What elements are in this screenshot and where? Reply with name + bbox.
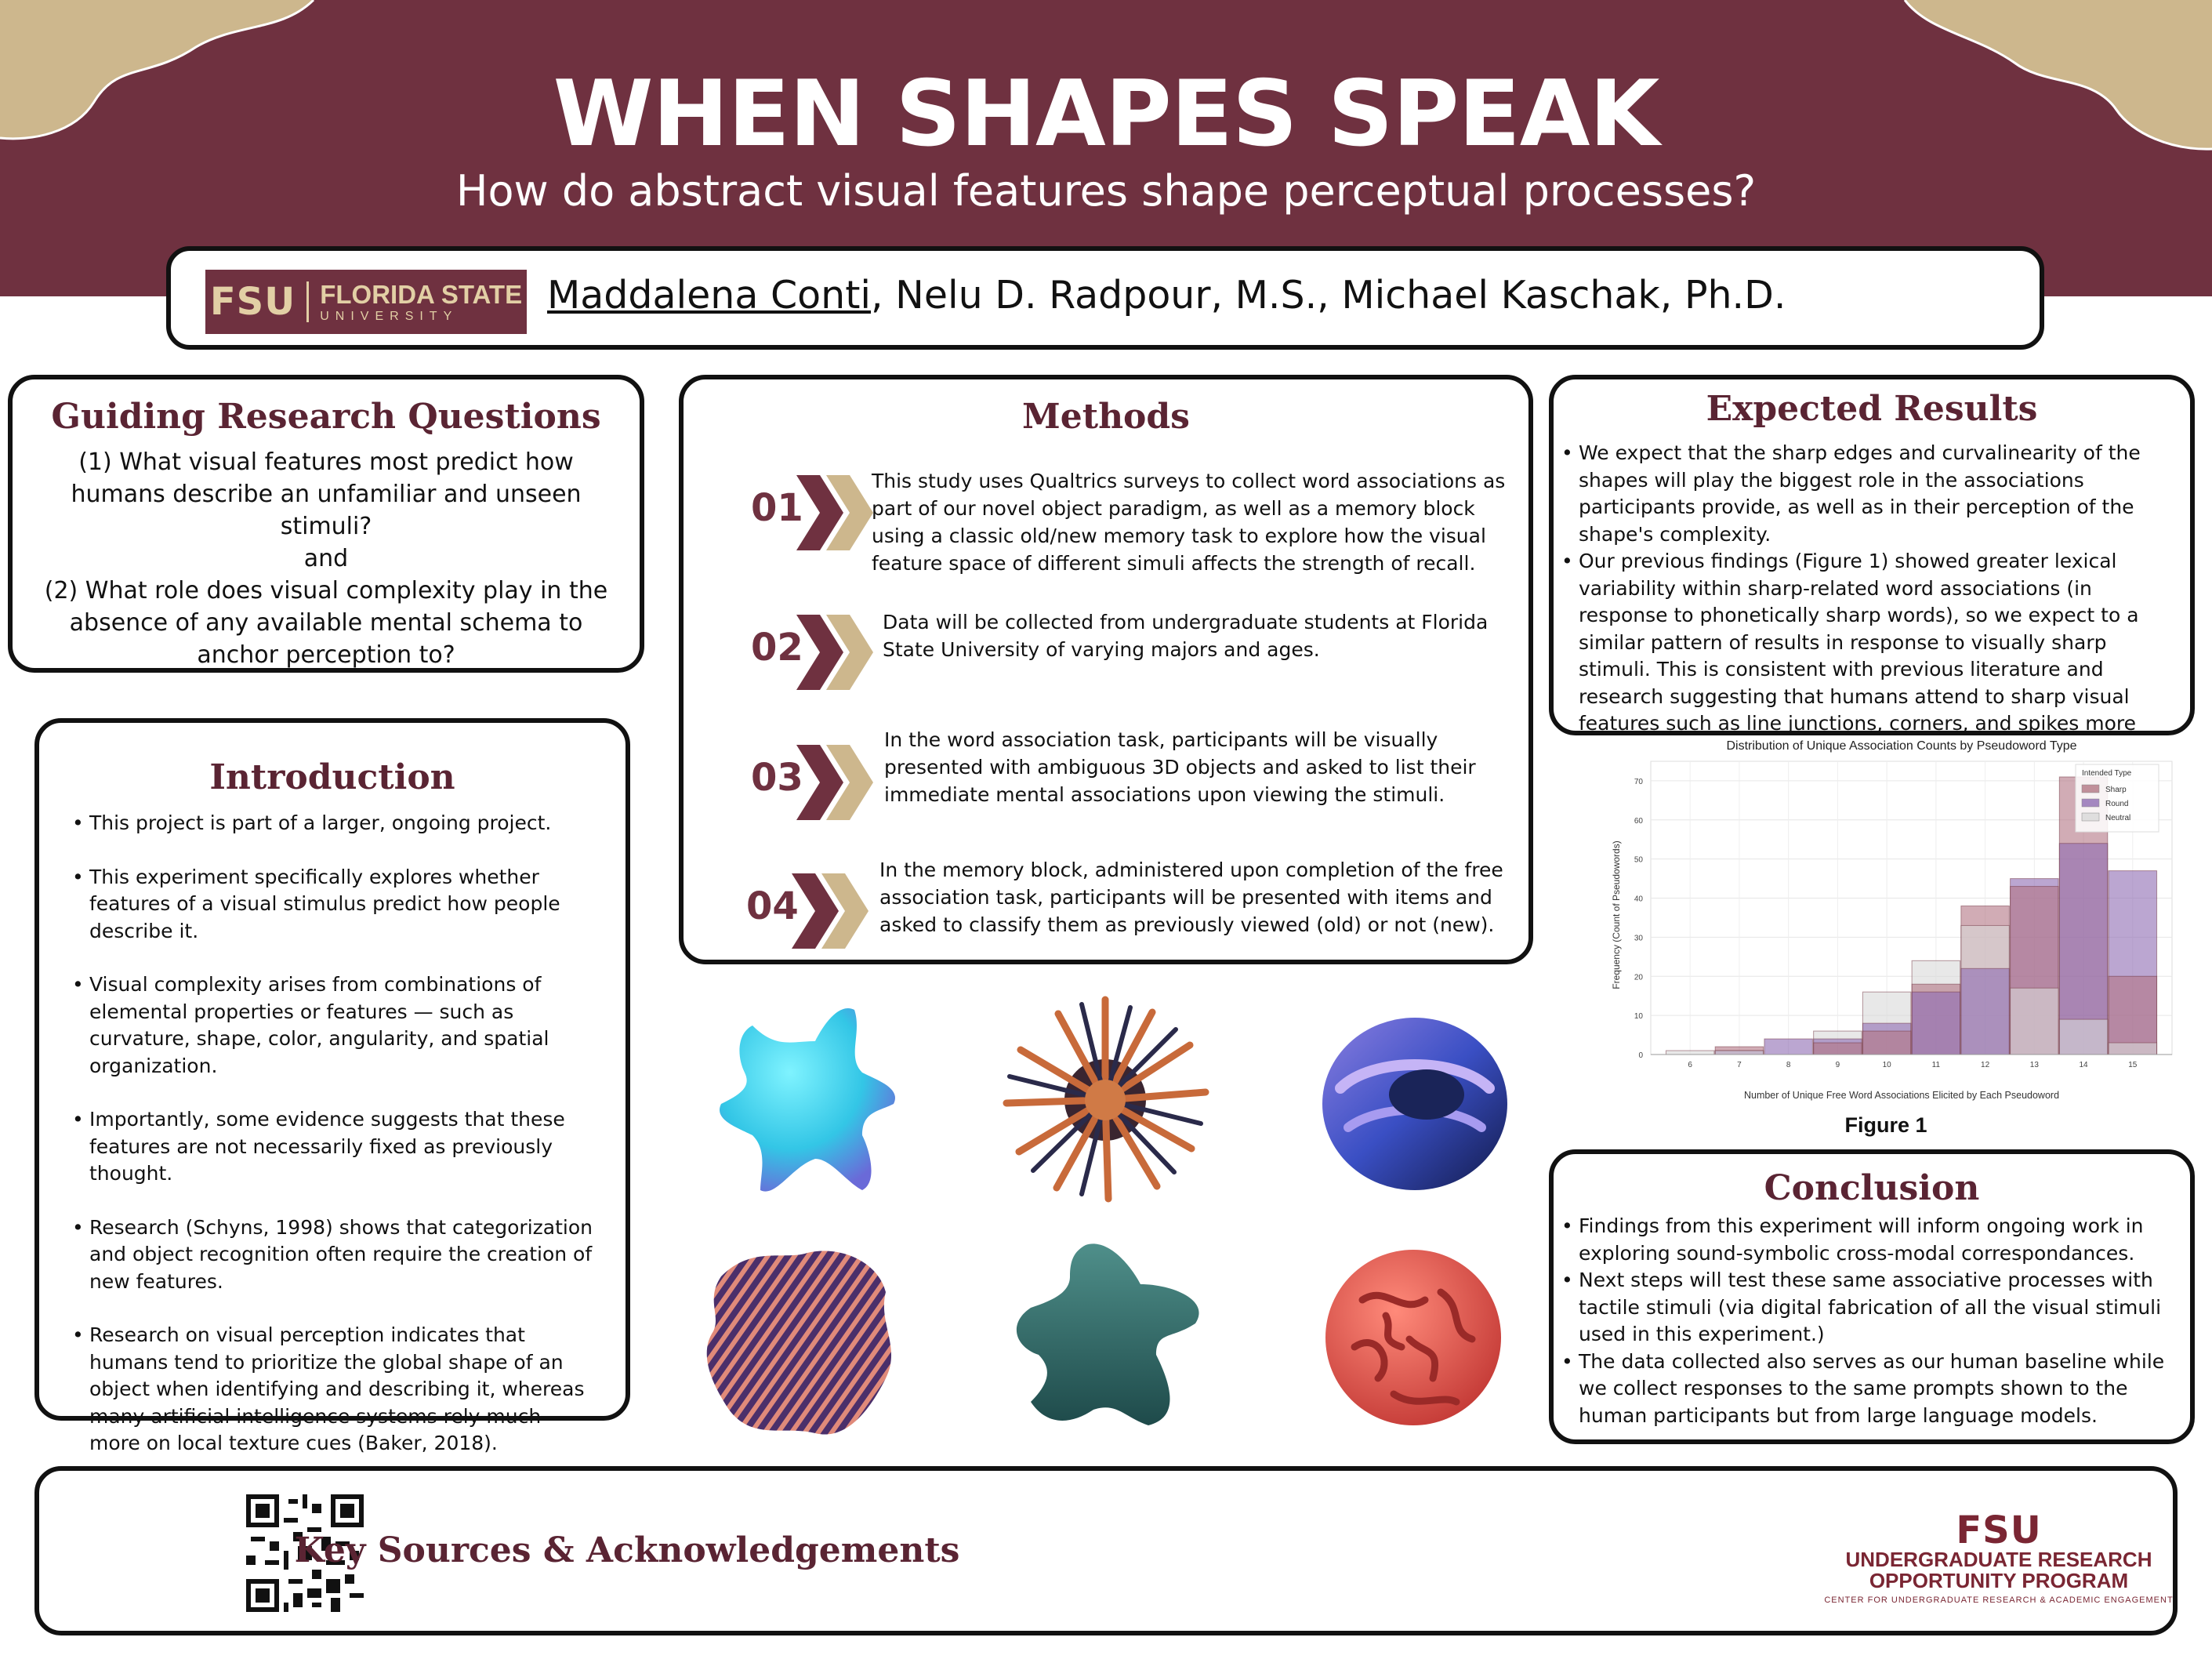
author-list xyxy=(547,273,1786,318)
expected-results-title: Expected Results xyxy=(1706,389,2038,429)
step-text: This study uses Qualtrics surveys to collect word associations as part of our novel object paradigm, as well as a memory block using a classic old/new memory task to explore how the visual feature space of different simuli affects the strength of recall. xyxy=(872,470,1506,575)
chart-y-tick: 0 xyxy=(1638,1051,1643,1060)
poster-subtitle: How do abstract visual features shape perceptual processes? xyxy=(455,166,1757,216)
chart-x-tick: 7 xyxy=(1737,1061,1742,1069)
fsu-logo-line1: FLORIDA STATE xyxy=(320,279,523,309)
chart-bar-neutral xyxy=(1715,1051,1763,1055)
chart-bar-round xyxy=(1961,968,2009,1055)
author-bar xyxy=(166,246,2044,350)
introduction-list xyxy=(39,797,626,1458)
methods-title: Methods xyxy=(1022,397,1190,437)
chart-x-tick: 10 xyxy=(1882,1061,1891,1069)
methods-card xyxy=(679,375,1533,964)
chart-legend-label: Sharp xyxy=(2105,786,2127,794)
fsu-logo-divider xyxy=(306,281,309,322)
poster-title: WHEN SHAPES SPEAK xyxy=(553,61,1659,167)
chart-legend-title: Intended Type xyxy=(2082,769,2132,778)
step-number: 02 xyxy=(751,626,803,670)
conclusion-card xyxy=(1549,1149,2195,1444)
introduction-bullet: • Importantly, some evidence suggests that these features are not necessarily fixed as previously thought. xyxy=(72,1106,594,1188)
blue-swirl-stimulus xyxy=(1309,994,1521,1206)
conclusion-list xyxy=(1554,1208,2190,1429)
step-text: In the word association task, participants will be visually presented with ambiguous 3D objects and asked to list their immediate mental associations upon viewing the stimuli. xyxy=(884,728,1476,806)
guiding-questions-title: Guiding Research Questions xyxy=(51,397,601,437)
introduction-bullet: • Research (Schyns, 1998) shows that categorization and object recognition often require the creation of new features. xyxy=(72,1214,594,1296)
footer-card xyxy=(34,1466,2178,1635)
introduction-bullet: • Research on visual perception indicates that humans tend to prioritize the global shape of an object when identifying and describing it, whereas many artificial intelligence systems rely much more on local texture cues (Baker, 2018). xyxy=(72,1322,594,1458)
urop-logo-mark: FSU xyxy=(1956,1508,2042,1552)
conclusion-title: Conclusion xyxy=(1764,1168,1980,1208)
stimuli-gallery xyxy=(682,994,1528,1449)
chart-legend-swatch xyxy=(2082,799,2099,807)
cyan-blob-stimulus xyxy=(705,994,917,1206)
figure-1-chart xyxy=(1596,733,2176,1109)
fsu-logo-mark: FSU xyxy=(209,280,296,324)
research-question-connector: and xyxy=(303,545,349,572)
chart-y-tick: 50 xyxy=(1634,855,1643,865)
chart-y-tick: 30 xyxy=(1634,934,1643,943)
chart-x-tick: 15 xyxy=(2128,1061,2138,1069)
chart-legend-swatch xyxy=(2082,813,2099,821)
striped-blob-stimulus xyxy=(690,1229,909,1449)
chart-x-axis-label: Number of Unique Free Word Associations Elicited by Each Pseudoword xyxy=(1743,1090,2060,1101)
chart-bar-neutral xyxy=(2011,988,2058,1055)
chart-x-tick: 6 xyxy=(1688,1061,1692,1069)
chart-x-tick: 14 xyxy=(2079,1061,2088,1069)
chart-y-tick: 20 xyxy=(1634,973,1643,982)
introduction-card xyxy=(34,718,630,1454)
urop-logo-line1: UNDERGRADUATE RESEARCH xyxy=(1845,1548,2152,1571)
chart-bar-round xyxy=(1912,992,1960,1055)
research-question-1: (1) What visual features most predict how humans describe an unfamiliar and unseen stimuli? xyxy=(71,448,582,540)
lead-author: Maddalena Conti xyxy=(547,273,872,318)
research-question-2: (2) What role does visual complexity play in the absence of any available mental schema to anchor perception to? xyxy=(44,577,608,669)
chart-bar-sharp xyxy=(1862,1031,1910,1055)
introduction-bullet: • This experiment specifically explores whether features of a visual stimulus predict how people describe it. xyxy=(72,864,594,946)
coauthors: , Nelu D. Radpour, M.S., Michael Kaschak, Ph.D. xyxy=(871,273,1786,318)
chart-legend-label: Round xyxy=(2105,800,2129,808)
chart-x-tick: 8 xyxy=(1786,1061,1791,1069)
double-chevron-icon xyxy=(795,745,873,820)
introduction-bullet: • Visual complexity arises from combinations of elemental properties or features — such as curvature, shape, color, angularity, and spatial organization. xyxy=(72,971,594,1080)
chart-legend-swatch xyxy=(2082,785,2099,793)
double-chevron-icon xyxy=(790,873,868,949)
conclusion-bullet: • Next steps will test these same associative processes with tactile stimuli (via digital fabrication of all the visual stimuli used in this experiment.) xyxy=(1561,1267,2182,1349)
double-chevron-icon xyxy=(795,615,873,690)
expected-results-list xyxy=(1554,429,2190,738)
conclusion-bullet: • The data collected also serves as our human baseline while we collect responses to the same prompts shown to the human participants but from large language models. xyxy=(1561,1349,2182,1430)
expected-results-bullet: • Our previous findings (Figure 1) showed greater lexical variability within sharp-related word associations (in response to phonetically sharp words), so we expect to a similar pattern of results in response to visually sharp stimuli. This is consistent with previous literature and research suggesting that humans attend to sharp visual features such as line junctions, corners, and spikes more xyxy=(1561,548,2182,738)
chart-y-tick: 60 xyxy=(1634,816,1643,826)
spiky-star-stimulus xyxy=(999,994,1211,1206)
chart-bar-neutral xyxy=(1666,1051,1713,1055)
histogram-svg xyxy=(1596,733,2176,1109)
chart-y-tick: 10 xyxy=(1634,1012,1643,1022)
teal-ruffle-stimulus xyxy=(999,1229,1219,1441)
step-number: 04 xyxy=(746,884,799,928)
fsu-logo-line2: UNIVERSITY xyxy=(320,309,459,323)
chart-x-tick: 9 xyxy=(1835,1061,1840,1069)
chart-x-tick: 11 xyxy=(1931,1061,1941,1069)
conclusion-bullet: • Findings from this experiment will inform ongoing work in exploring sound-symbolic cross-modal correspondances. xyxy=(1561,1213,2182,1267)
chart-bar-sharp xyxy=(1814,1043,1862,1055)
footer-title: Key Sources & Acknowledgements xyxy=(294,1530,960,1570)
chart-y-axis-label: Frequency (Count of Pseudowords) xyxy=(1611,840,1622,989)
urop-logo-line3: CENTER FOR UNDERGRADUATE RESEARCH & ACADEMIC ENGAGEMENT xyxy=(1824,1595,2174,1605)
chart-bar-neutral xyxy=(2109,1043,2156,1055)
urop-logo-line2: OPPORTUNITY PROGRAM xyxy=(1869,1569,2129,1592)
chart-x-tick: 13 xyxy=(2029,1061,2039,1069)
step-text: Data will be collected from undergraduate students at Florida State University of varying majors and ages. xyxy=(883,611,1489,661)
chart-x-tick: 12 xyxy=(1981,1061,1990,1069)
urop-logo xyxy=(1819,1508,2179,1605)
step-number: 03 xyxy=(751,756,803,800)
fsu-logo-text xyxy=(320,281,522,323)
expected-results-card xyxy=(1549,375,2195,735)
chart-title: Distribution of Unique Association Counts by Pseudoword Type xyxy=(1726,739,2077,753)
guiding-questions-card xyxy=(8,375,644,673)
chart-y-tick: 70 xyxy=(1634,777,1643,786)
step-number: 01 xyxy=(751,486,803,530)
chart-bar-round xyxy=(1764,1039,1812,1055)
fsu-logo xyxy=(205,270,527,334)
introduction-title: Introduction xyxy=(209,757,455,797)
guiding-questions-body xyxy=(13,437,640,671)
step-text: In the memory block, administered upon completion of the free association task, participants will be presented with items and asked to classify them as previously viewed (old) or not (new). xyxy=(879,859,1503,936)
chart-legend-label: Neutral xyxy=(2105,814,2131,822)
chart-y-tick: 40 xyxy=(1634,895,1643,904)
introduction-bullet: • This project is part of a larger, ongoing project. xyxy=(72,810,594,837)
coral-maze-stimulus xyxy=(1307,1229,1519,1441)
figure-caption: Figure 1 xyxy=(1844,1113,1927,1137)
expected-results-bullet: • We expect that the sharp edges and curvalinearity of the shapes will play the biggest role in the associations participants provide, as well as in their perception of the shape's complexity. xyxy=(1561,440,2182,548)
double-chevron-icon xyxy=(795,475,873,550)
chart-bar-neutral xyxy=(2059,1019,2107,1055)
